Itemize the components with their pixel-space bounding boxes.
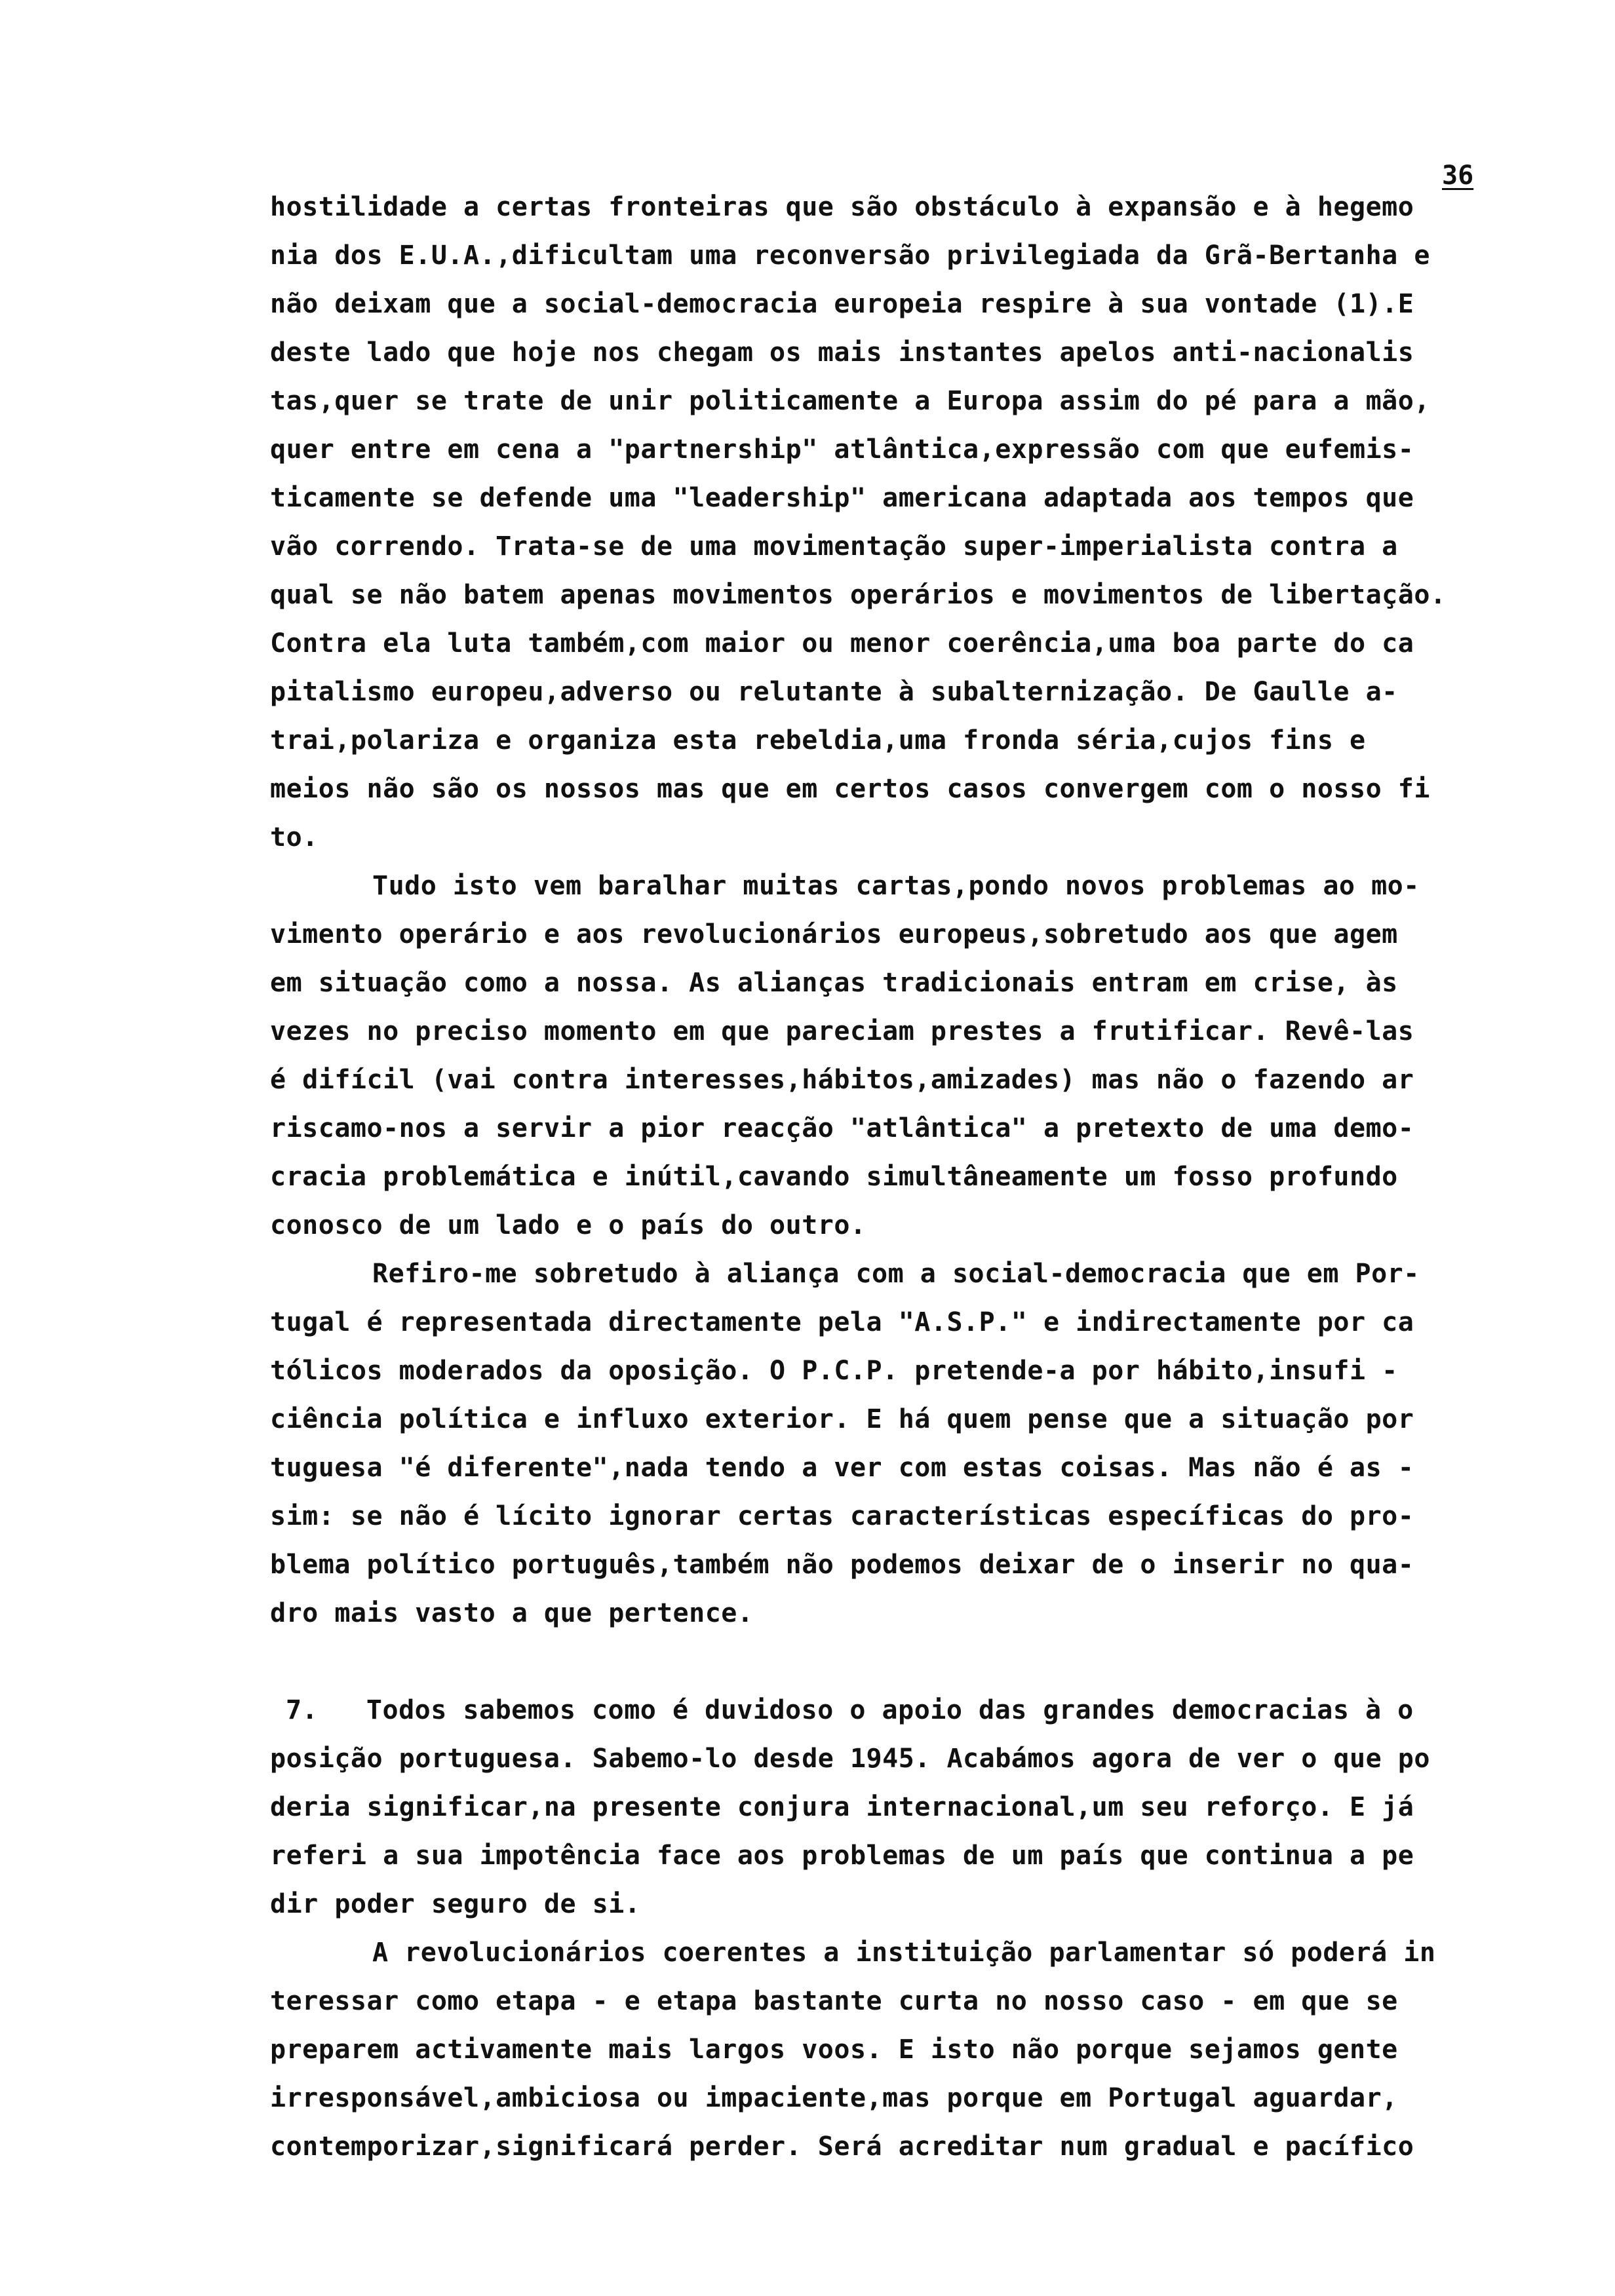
- text-line: deria significar,na presente conjura internacional,um seu reforço. E já: [270, 1792, 1414, 1822]
- text-line: qual se não batem apenas movimentos operários e movimentos de libertação.: [270, 580, 1447, 610]
- text-line: riscamo-nos a servir a pior reacção "atlântica" a pretexto de uma demo-: [270, 1113, 1414, 1143]
- text-line: dro mais vasto a que pertence.: [270, 1598, 754, 1628]
- text-line: é difícil (vai contra interesses,hábitos,amizades) mas não o fazendo ar: [270, 1065, 1414, 1095]
- text-line: vão correndo. Trata-se de uma movimentação super-imperialista contra a: [270, 531, 1398, 562]
- paragraph-start-line: Refiro-me sobretudo à aliança com a social-democracia que em Por-: [372, 1259, 1420, 1289]
- text-line: hostilidade a certas fronteiras que são obstáculo à expansão e à hegemo: [270, 192, 1414, 222]
- text-line: vimento operário e aos revolucionários europeus,sobretudo aos que agem: [270, 919, 1398, 949]
- text-line: pitalismo europeu,adverso ou relutante à subalternização. De Gaulle a-: [270, 677, 1398, 707]
- text-line: to.: [270, 822, 319, 852]
- text-line: tólicos moderados da oposição. O P.C.P. pretende-a por hábito,insufi -: [270, 1356, 1398, 1386]
- text-line: teressar como etapa - e etapa bastante curta no nosso caso - em que se: [270, 1986, 1398, 2016]
- text-line: meios não são os nossos mas que em certos casos convergem com o nosso fi: [270, 774, 1430, 804]
- text-line: cracia problemática e inútil,cavando simultâneamente um fosso profundo: [270, 1162, 1398, 1192]
- text-line: Contra ela luta também,com maior ou menor coerência,uma boa parte do ca: [270, 628, 1414, 659]
- text-line: tuguesa "é diferente",nada tendo a ver com estas coisas. Mas não é as -: [270, 1453, 1414, 1483]
- text-line: vezes no preciso momento em que pareciam prestes a frutificar. Revê-las: [270, 1016, 1414, 1046]
- text-line: dir poder seguro de si.: [270, 1889, 641, 1919]
- text-line: conosco de um lado e o país do outro.: [270, 1210, 866, 1240]
- text-line: deste lado que hoje nos chegam os mais instantes apelos anti-nacionalis: [270, 337, 1414, 368]
- text-line: blema político português,também não podemos deixar de o inserir no qua-: [270, 1550, 1414, 1580]
- text-line: trai,polariza e organiza esta rebeldia,uma fronda séria,cujos fins e: [270, 725, 1366, 756]
- text-line: irresponsável,ambiciosa ou impaciente,mas porque em Portugal aguardar,: [270, 2083, 1398, 2113]
- text-line: tas,quer se trate de unir politicamente a Europa assim do pé para a mão,: [270, 386, 1430, 416]
- text-line: nia dos E.U.A.,dificultam uma reconversão privilegiada da Grã-Bertanha e: [270, 240, 1430, 271]
- text-line: não deixam que a social-democracia europeia respire à sua vontade (1).E: [270, 289, 1414, 319]
- paragraph-start-line: Tudo isto vem baralhar muitas cartas,pondo novos problemas ao mo-: [372, 871, 1420, 901]
- text-line: ciência política e influxo exterior. E há quem pense que a situação por: [270, 1404, 1414, 1434]
- text-line: contemporizar,significará perder. Será acreditar num gradual e pacífico: [270, 2132, 1414, 2162]
- text-line: ticamente se defende uma "leadership" americana adaptada aos tempos que: [270, 483, 1414, 513]
- section-7-start-line: 7. Todos sabemos como é duvidoso o apoio das grandes democracias à o: [286, 1695, 1414, 1725]
- text-line: quer entre em cena a "partnership" atlântica,expressão com que eufemis-: [270, 434, 1414, 465]
- text-line: tugal é representada directamente pela "A.S.P." e indirectamente por ca: [270, 1307, 1414, 1337]
- page-number: 36: [1442, 161, 1474, 191]
- text-line: em situação como a nossa. As alianças tradicionais entram em crise, às: [270, 968, 1398, 998]
- text-line: posição portuguesa. Sabemo-lo desde 1945. Acabámos agora de ver o que po: [270, 1744, 1430, 1774]
- text-line: referi a sua impotência face aos problemas de um país que continua a pe: [270, 1841, 1414, 1871]
- text-line: preparem activamente mais largos voos. E isto não porque sejamos gente: [270, 2035, 1398, 2065]
- paragraph-start-line: A revolucionários coerentes a instituição parlamentar só poderá in: [372, 1938, 1436, 1968]
- text-line: sim: se não é lícito ignorar certas características específicas do pro-: [270, 1501, 1414, 1531]
